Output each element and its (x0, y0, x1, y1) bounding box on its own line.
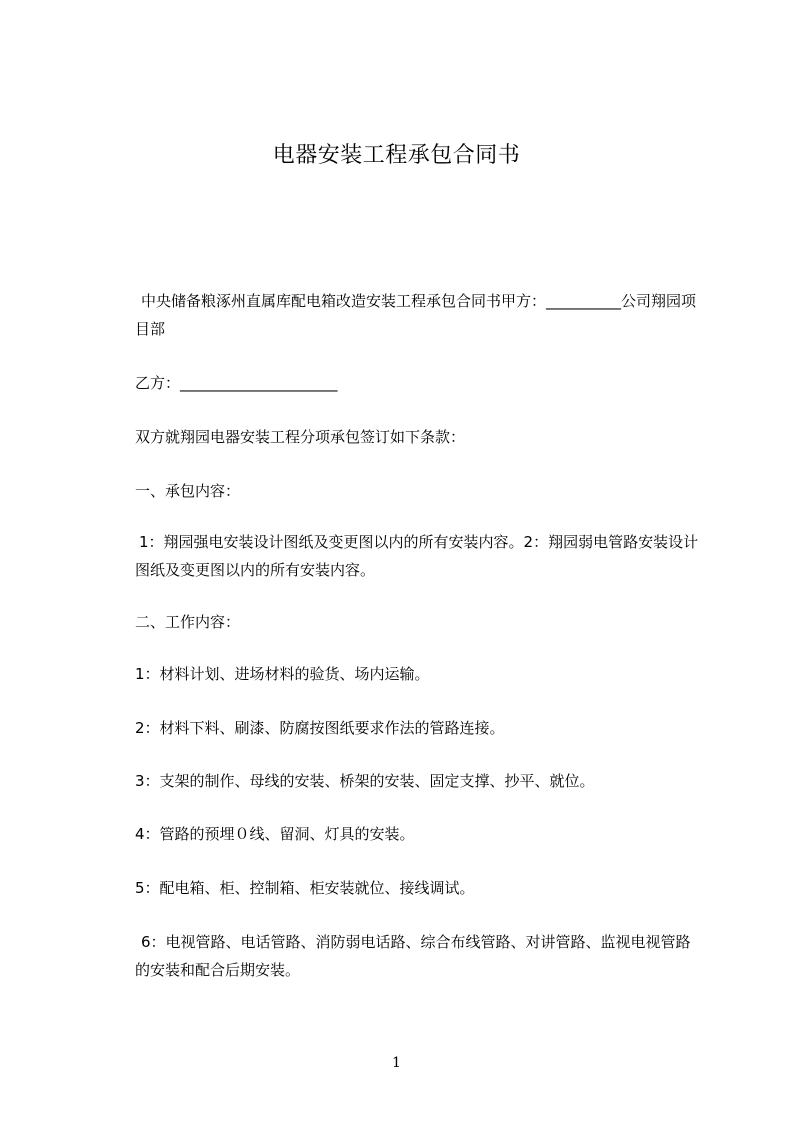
agreement-intro-paragraph: 双方就翔园电器安装工程分项承包签订如下条款： (135, 428, 466, 446)
document-title: 电器安装工程承包合同书 (272, 143, 521, 168)
work-item-3: 3：支架的制作、母线的安装、桥架的安装、固定支撑、抄平、就位。 (135, 772, 595, 790)
section-heading-work: 二、工作内容： (135, 613, 241, 631)
contract-party-b-paragraph: 乙方：_____________________ (135, 374, 338, 392)
section-heading-scope: 一、承包内容： (135, 482, 241, 500)
work-item-6: 6：电视管路、电话管路、消防弱电话路、综合布线管路、对讲管路、监视电视管路的安装和配合后期安装。 (135, 933, 691, 979)
work-item-5: 5：配电箱、柜、控制箱、柜安装就位、接线调试。 (135, 879, 475, 897)
scope-content-paragraph: 1：翔园强电安装设计图纸及变更图以内的所有安装内容。2：翔园弱电管路安装设计图纸及变更图以内的所有安装内容。 (135, 533, 699, 579)
work-item-1: 1：材料计划、进场材料的验货、场内运输。 (135, 665, 430, 683)
work-item-4: 4：管路的预埋０线、留洞、灯具的安装。 (135, 825, 415, 843)
page-number: 1 (392, 1055, 401, 1071)
contract-party-a-paragraph: 中央储备粮涿州直属库配电箱改造安装工程承包合同书甲方：__________公司翔园项目部 (135, 292, 697, 338)
work-item-2: 2：材料下料、刷漆、防腐按图纸要求作法的管路连接。 (135, 719, 505, 737)
